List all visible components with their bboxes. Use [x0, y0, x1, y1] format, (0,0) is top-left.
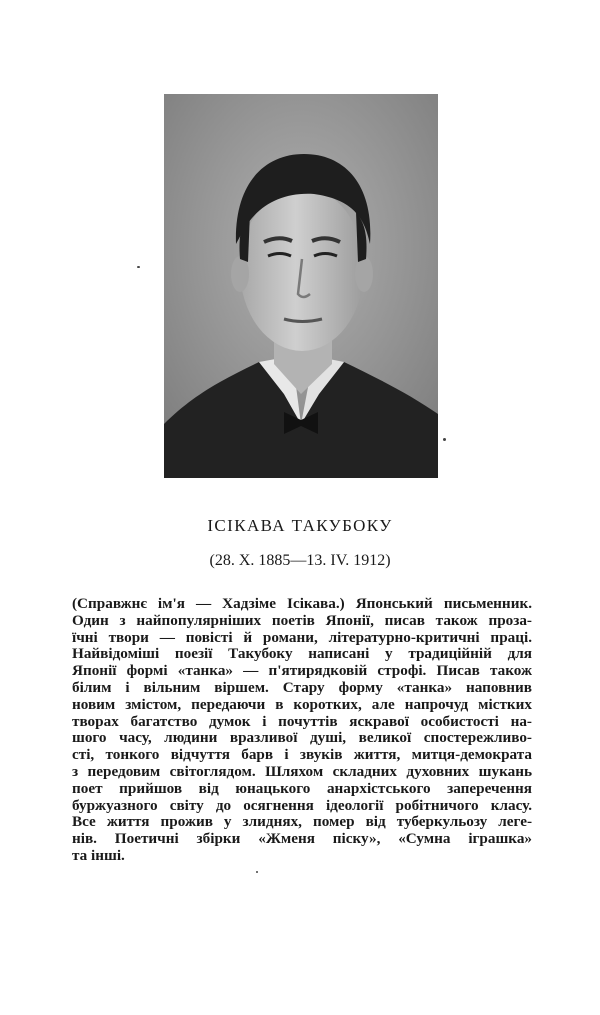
portrait-photo-icon	[164, 94, 438, 478]
biography-line: творах багатство думок і почуттів яскравої особистості на-	[72, 712, 532, 730]
print-speck	[137, 266, 140, 268]
biography-line: буржуазного світу до осягнення ідеології робітничого класу.	[72, 796, 532, 814]
biography-line: нів. Поетичні збірки «Жменя піску», «Сумна іграшка»	[72, 830, 532, 848]
biography-line: поет прийшов від юнацького анархістського заперечення	[72, 779, 532, 797]
biography-line: з передовим світоглядом. Шляхом складних духовних шукань	[72, 762, 532, 780]
biography-line: Один з найпопулярніших поетів Японії, писав також проза-	[72, 611, 532, 629]
biography-line: білим і вільним віршем. Стару форму «танка» наповнив	[72, 678, 532, 696]
biography-line: (Справжнє ім'я — Хадзіме Ісікава.) Японський письменник.	[72, 595, 532, 612]
print-speck	[256, 871, 258, 873]
biography-line: сті, тонкого відчуття барв і звуків життя, митця-демократа	[72, 746, 532, 764]
biography-line: їчні твори — повісті й романи, літературно-критичні праці.	[72, 628, 532, 646]
biography-line: Японії формі «танка» — п'ятирядковій строфі. Писав також	[72, 662, 532, 680]
biography-line: та інші.	[72, 846, 125, 864]
biography-line: Все життя прожив у злиднях, помер від туберкульозу леге-	[72, 813, 532, 831]
author-name: ІСІКАВА ТАКУБОКУ	[207, 516, 393, 535]
biography-line: шого часу, людини вразливої душі, великої спостережливо-	[72, 729, 532, 747]
print-speck	[443, 438, 446, 441]
biography-line: новим змістом, передаючи в коротких, але напрочуд містких	[72, 695, 532, 713]
author-portrait	[164, 94, 438, 478]
biography-text	[72, 596, 532, 865]
biography-line: Найвідоміші поезії Такубоку написані у традиційній для	[72, 645, 532, 663]
life-dates: (28. X. 1885—13. IV. 1912)	[209, 552, 391, 569]
